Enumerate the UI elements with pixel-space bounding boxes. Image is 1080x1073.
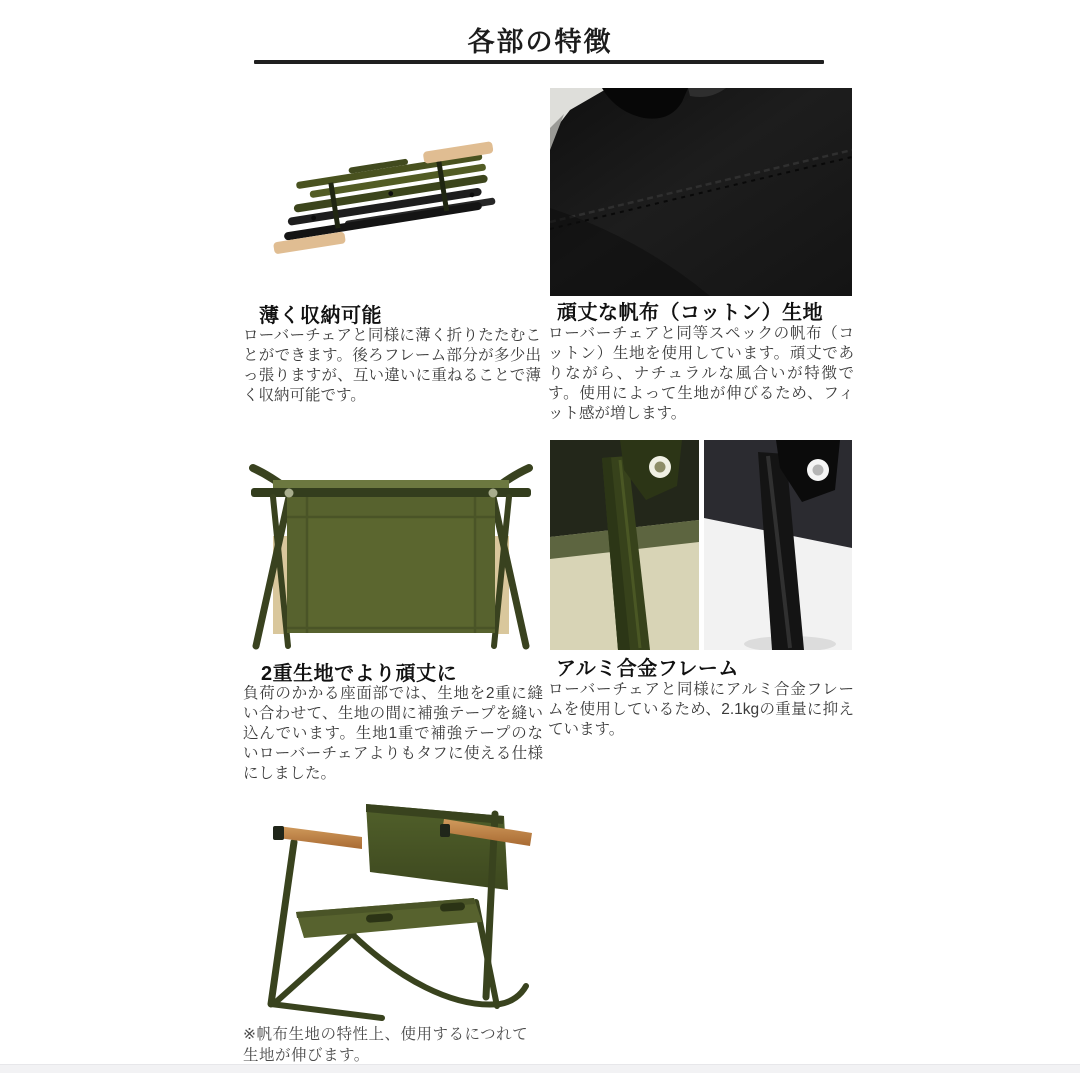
seat-back-canvas-illustration — [243, 440, 539, 652]
olive-chair-photo — [248, 792, 548, 1022]
feature-body-double-fabric: 負荷のかかる座面部では、生地を2重に縫い合わせて、生地の間に補強テープを縫い込んでいます。生地1重で補強テープのないローバーチェアよりもタフに使える仕様にしました。 — [243, 685, 543, 782]
black-canvas-photo — [550, 88, 852, 296]
feature-heading-aluminum-frame: アルミ合金フレーム — [556, 658, 739, 680]
black-leg-panel — [704, 440, 852, 650]
feature-body-thin-storage: ローバーチェアと同様に薄く折りたたむことができます。後ろフレーム部分が多少出っ張りますが、互い違いに重ねることで薄く収納可能です。 — [243, 327, 541, 404]
olive-leg-panel — [550, 440, 699, 650]
seat-back-canvas-photo — [243, 440, 539, 652]
folded-chairs-photo — [243, 90, 535, 295]
folded-chairs-illustration — [243, 90, 535, 295]
bottom-note — [243, 1024, 663, 1066]
olive-chair-illustration — [248, 792, 548, 1022]
feature-body-aluminum-frame: ローバーチェアと同様にアルミ合金フレームを使用しているため、2.1kgの重量に抑えています。 — [548, 681, 854, 738]
page-title: 各部の特徴 — [467, 27, 613, 57]
bottom-note-line1: ※帆布生地の特性上、使用するにつれて — [243, 1026, 529, 1043]
title-underline — [254, 60, 824, 64]
frame-comparison-photo — [550, 440, 852, 650]
feature-heading-canvas: 頑丈な帆布（コットン）生地 — [557, 302, 824, 324]
feature-heading-thin-storage: 薄く収納可能 — [259, 305, 382, 327]
feature-heading-double-fabric: 2重生地でより頑丈に — [261, 663, 458, 685]
bottom-note-line2: 生地が伸びます。 — [243, 1047, 370, 1064]
black-canvas-illustration — [550, 88, 852, 296]
feature-body-canvas: ローバーチェアと同等スペックの帆布（コットン）生地を使用しています。頑丈でありながら、ナチュラルな風合いが特徴です。使用によって生地が伸びるため、フィット感が増します。 — [548, 325, 854, 422]
frame-comparison-illustration — [550, 440, 852, 650]
